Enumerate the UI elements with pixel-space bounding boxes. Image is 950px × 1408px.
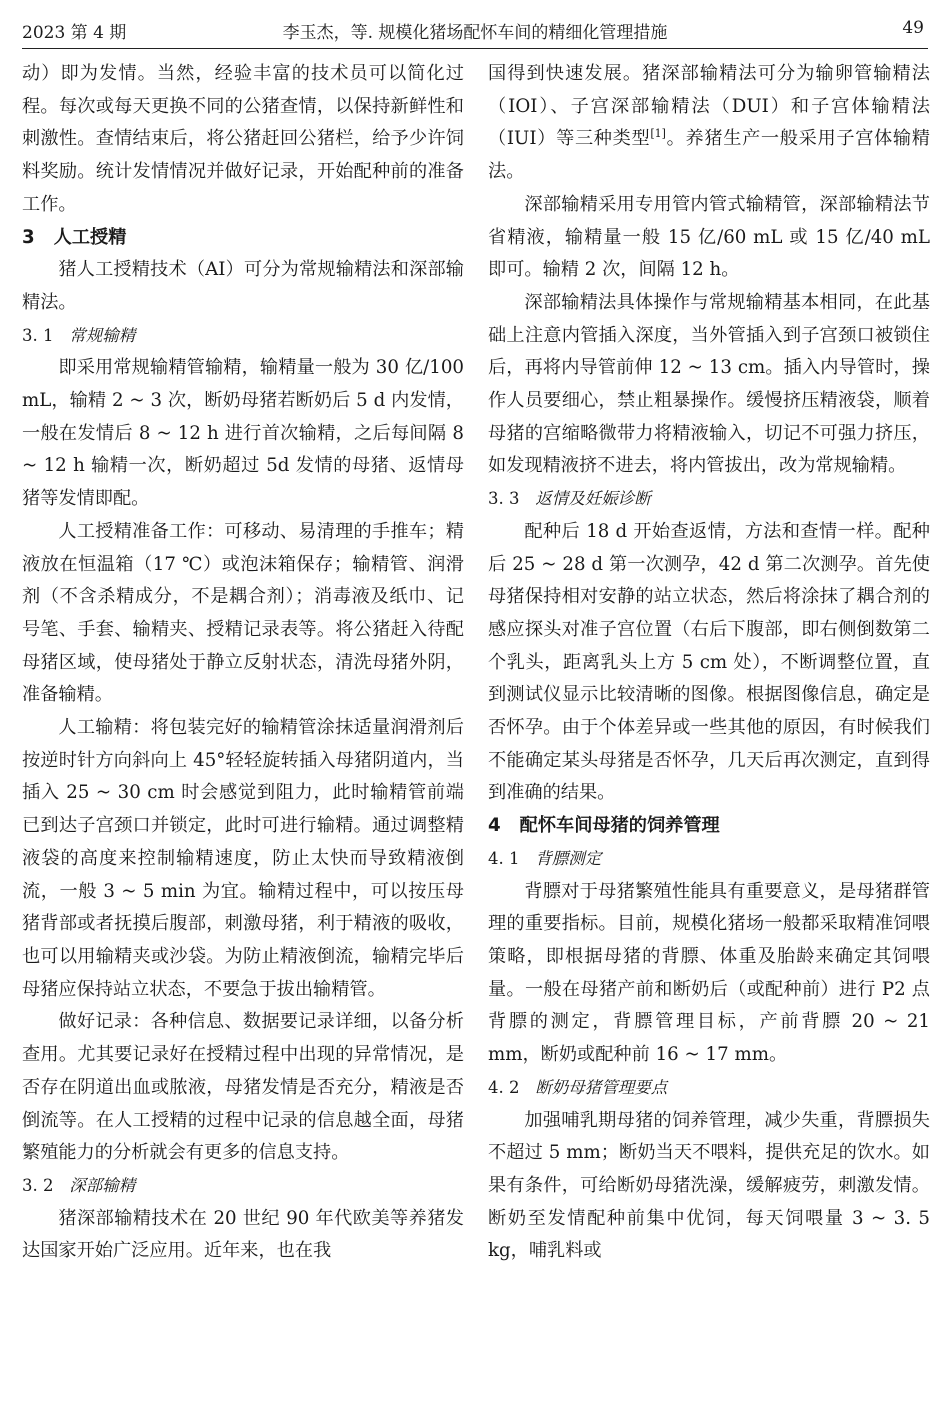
subsection-heading-4-1 xyxy=(488,843,930,876)
article-title: 李玉杰，等. 规模化猪场配怀车间的精细化管理措施 xyxy=(282,23,668,43)
subsection-title: 断奶母猪管理要点 xyxy=(535,1077,668,1097)
subsection-number: 4. 1 xyxy=(488,848,520,868)
paragraph-text: 。养猪生产一般采用子宫体输精法。 xyxy=(488,128,930,183)
section-number: 4 xyxy=(488,815,501,837)
subsection-heading-4-2 xyxy=(488,1072,930,1105)
subsection-number: 3. 1 xyxy=(22,325,54,345)
subsection-number: 3. 3 xyxy=(488,489,520,509)
section-heading-3 xyxy=(22,222,464,255)
paragraph: 配种后 18 d 开始查返情，方法和查情一样。配种后 25 ~ 28 d 第一次测孕，42 d 第二次测孕。首先使母猪保持相对安静的站立状态，然后将涂抹了耦合剂的感应探头对准子宫位置（右后下腹部，即右侧倒数第二个乳头，距离乳头上方 5 cm 处），不断调整位置，直到测试仪显示比较清晰的图像。根据图像信息，确定是否怀孕。由于个体差异或一些其他的原因，有时候我们不能确定某头母猪是否怀孕，几天后再次测定，直到得到准确的结果。 xyxy=(488,520,930,804)
section-heading-4 xyxy=(488,810,930,843)
subsection-heading-3-1 xyxy=(22,320,464,353)
paragraph: 猪深部输精技术在 20 世纪 90 年代欧美等养猪发达国家开始广泛应用。近年来，也在我 xyxy=(22,1207,464,1262)
subsection-title: 常规输精 xyxy=(69,325,136,345)
paragraph: 做好记录：各种信息、数据要记录详细，以备分析查用。尤其要记录好在授精过程中出现的异常情况，是否存在阴道出血或脓液，母猪发情是否充分，精液是否倒流等。在人工授精的过程中记录的信息越全面，母猪繁殖能力的分析就会有更多的信息支持。 xyxy=(22,1011,464,1164)
paragraph: 背膘对于母猪繁殖性能具有重要意义，是母猪群管理的重要指标。目前，规模化猪场一般都采取精准饲喂策略，即根据母猪的背膘、体重及胎龄来确定其饲喂量。一般在母猪产前和断奶后（或配种前）进行 P2 点背膘的测定，背膘管理目标，产前背膘 20 ~ 21 mm，断奶或配种前 16 ~ 17 mm。 xyxy=(488,880,930,1066)
section-title: 配怀车间母猪的饲养管理 xyxy=(519,815,720,837)
subsection-heading-3-2 xyxy=(22,1170,464,1203)
subsection-title: 返情及妊娠诊断 xyxy=(535,489,651,509)
paragraph-text: 国得到快速发展。猪深部输精法可分为输卵管输精法（IOI）、子宫深部输精法（DUI）和子宫体输精法（IUI）等三种类型 xyxy=(488,63,930,150)
subsection-number: 4. 2 xyxy=(488,1077,520,1097)
page-number: 49 xyxy=(902,18,924,38)
subsection-number: 3. 2 xyxy=(22,1175,54,1195)
right-column xyxy=(488,58,930,1268)
paragraph: 即采用常规输精管输精，输精量一般为 30 亿/100 mL，输精 2 ~ 3 次，断奶母猪若断奶后 5 d 内发情，一般在发情后 8 ~ 12 h 进行首次输精，之后每间隔 8 ~ 12 h 输精一次，断奶超过 5d 发情的母猪、返情母猪等发情即配。 xyxy=(22,357,464,510)
section-title: 人工授精 xyxy=(53,226,127,248)
running-header xyxy=(22,18,928,49)
citation-ref[interactable]: [1] xyxy=(650,127,666,141)
subsection-heading-3-3 xyxy=(488,483,930,516)
paragraph: 加强哺乳期母猪的饲养管理，减少失重，背膘损失不超过 5 mm；断奶当天不喂料，提供充足的饮水。如果有条件，可给断奶母猪洗澡，缓解疲劳，刺激发情。断奶至发情配种前集中优饲，每天饲喂量 3 ~ 3. 5 kg，哺乳料或 xyxy=(488,1109,930,1262)
section-number: 3 xyxy=(22,226,35,248)
journal-issue: 2023 第 4 期 xyxy=(22,23,127,43)
subsection-title: 深部输精 xyxy=(69,1175,136,1195)
paragraph: 猪人工授精技术（AI）可分为常规输精法和深部输精法。 xyxy=(22,259,464,313)
paragraph: 人工授精准备工作：可移动、易清理的手推车；精液放在恒温箱（17 ℃）或泡沫箱保存；输精管、润滑剂（不含杀精成分，不是耦合剂）；消毒液及纸巾、记号笔、手套、输精夹、授精记录表等。将公猪赶入待配母猪区域，使母猪处于静立反射状态，清洗母猪外阴，准备输精。 xyxy=(22,520,464,706)
paragraph xyxy=(488,58,930,189)
paragraph: 人工输精：将包装完好的输精管涂抹适量润滑剂后按逆时针方向斜向上 45°轻轻旋转插入母猪阴道内，当插入 25 ~ 30 cm 时会感觉到阻力，此时输精管前端已到达子宫颈口并锁定，此时可进行输精。通过调整精液袋的高度来控制输精速度，防止太快而导致精液倒流，一般 3 ~ 5 min 为宜。输精过程中，可以按压母猪背部或者抚摸后腹部，刺激母猪，利于精液的吸收，也可以用输精夹或沙袋。为防止精液倒流，输精完毕后母猪应保持站立状态，不要急于拔出输精管。 xyxy=(22,717,464,1000)
paragraph: 动）即为发情。当然，经验丰富的技术员可以简化过程。每次或每天更换不同的公猪查情，以保持新鲜性和刺激性。查情结束后，将公猪赶回公猪栏，给予少许饲料奖励。统计发情情况并做好记录，开始配种前的准备工作。 xyxy=(22,63,464,215)
paragraph: 深部输精法具体操作与常规输精基本相同，在此基础上注意内管插入深度，当外管插入到子宫颈口被锁住后，再将内导管前伸 12 ~ 13 cm。插入内导管时，操作人员要细心，禁止粗暴操作。缓慢挤压精液袋，顺着母猪的宫缩略微带力将精液输入，切记不可强力挤压，如发现精液挤不进去，将内管拔出，改为常规输精。 xyxy=(488,291,930,477)
paragraph: 深部输精采用专用管内管式输精管，深部输精法节省精液，输精量一般 15 亿/60 mL 或 15 亿/40 mL 即可。输精 2 次，间隔 12 h。 xyxy=(488,193,930,281)
subsection-title: 背膘测定 xyxy=(535,848,602,868)
left-column xyxy=(22,58,464,1268)
